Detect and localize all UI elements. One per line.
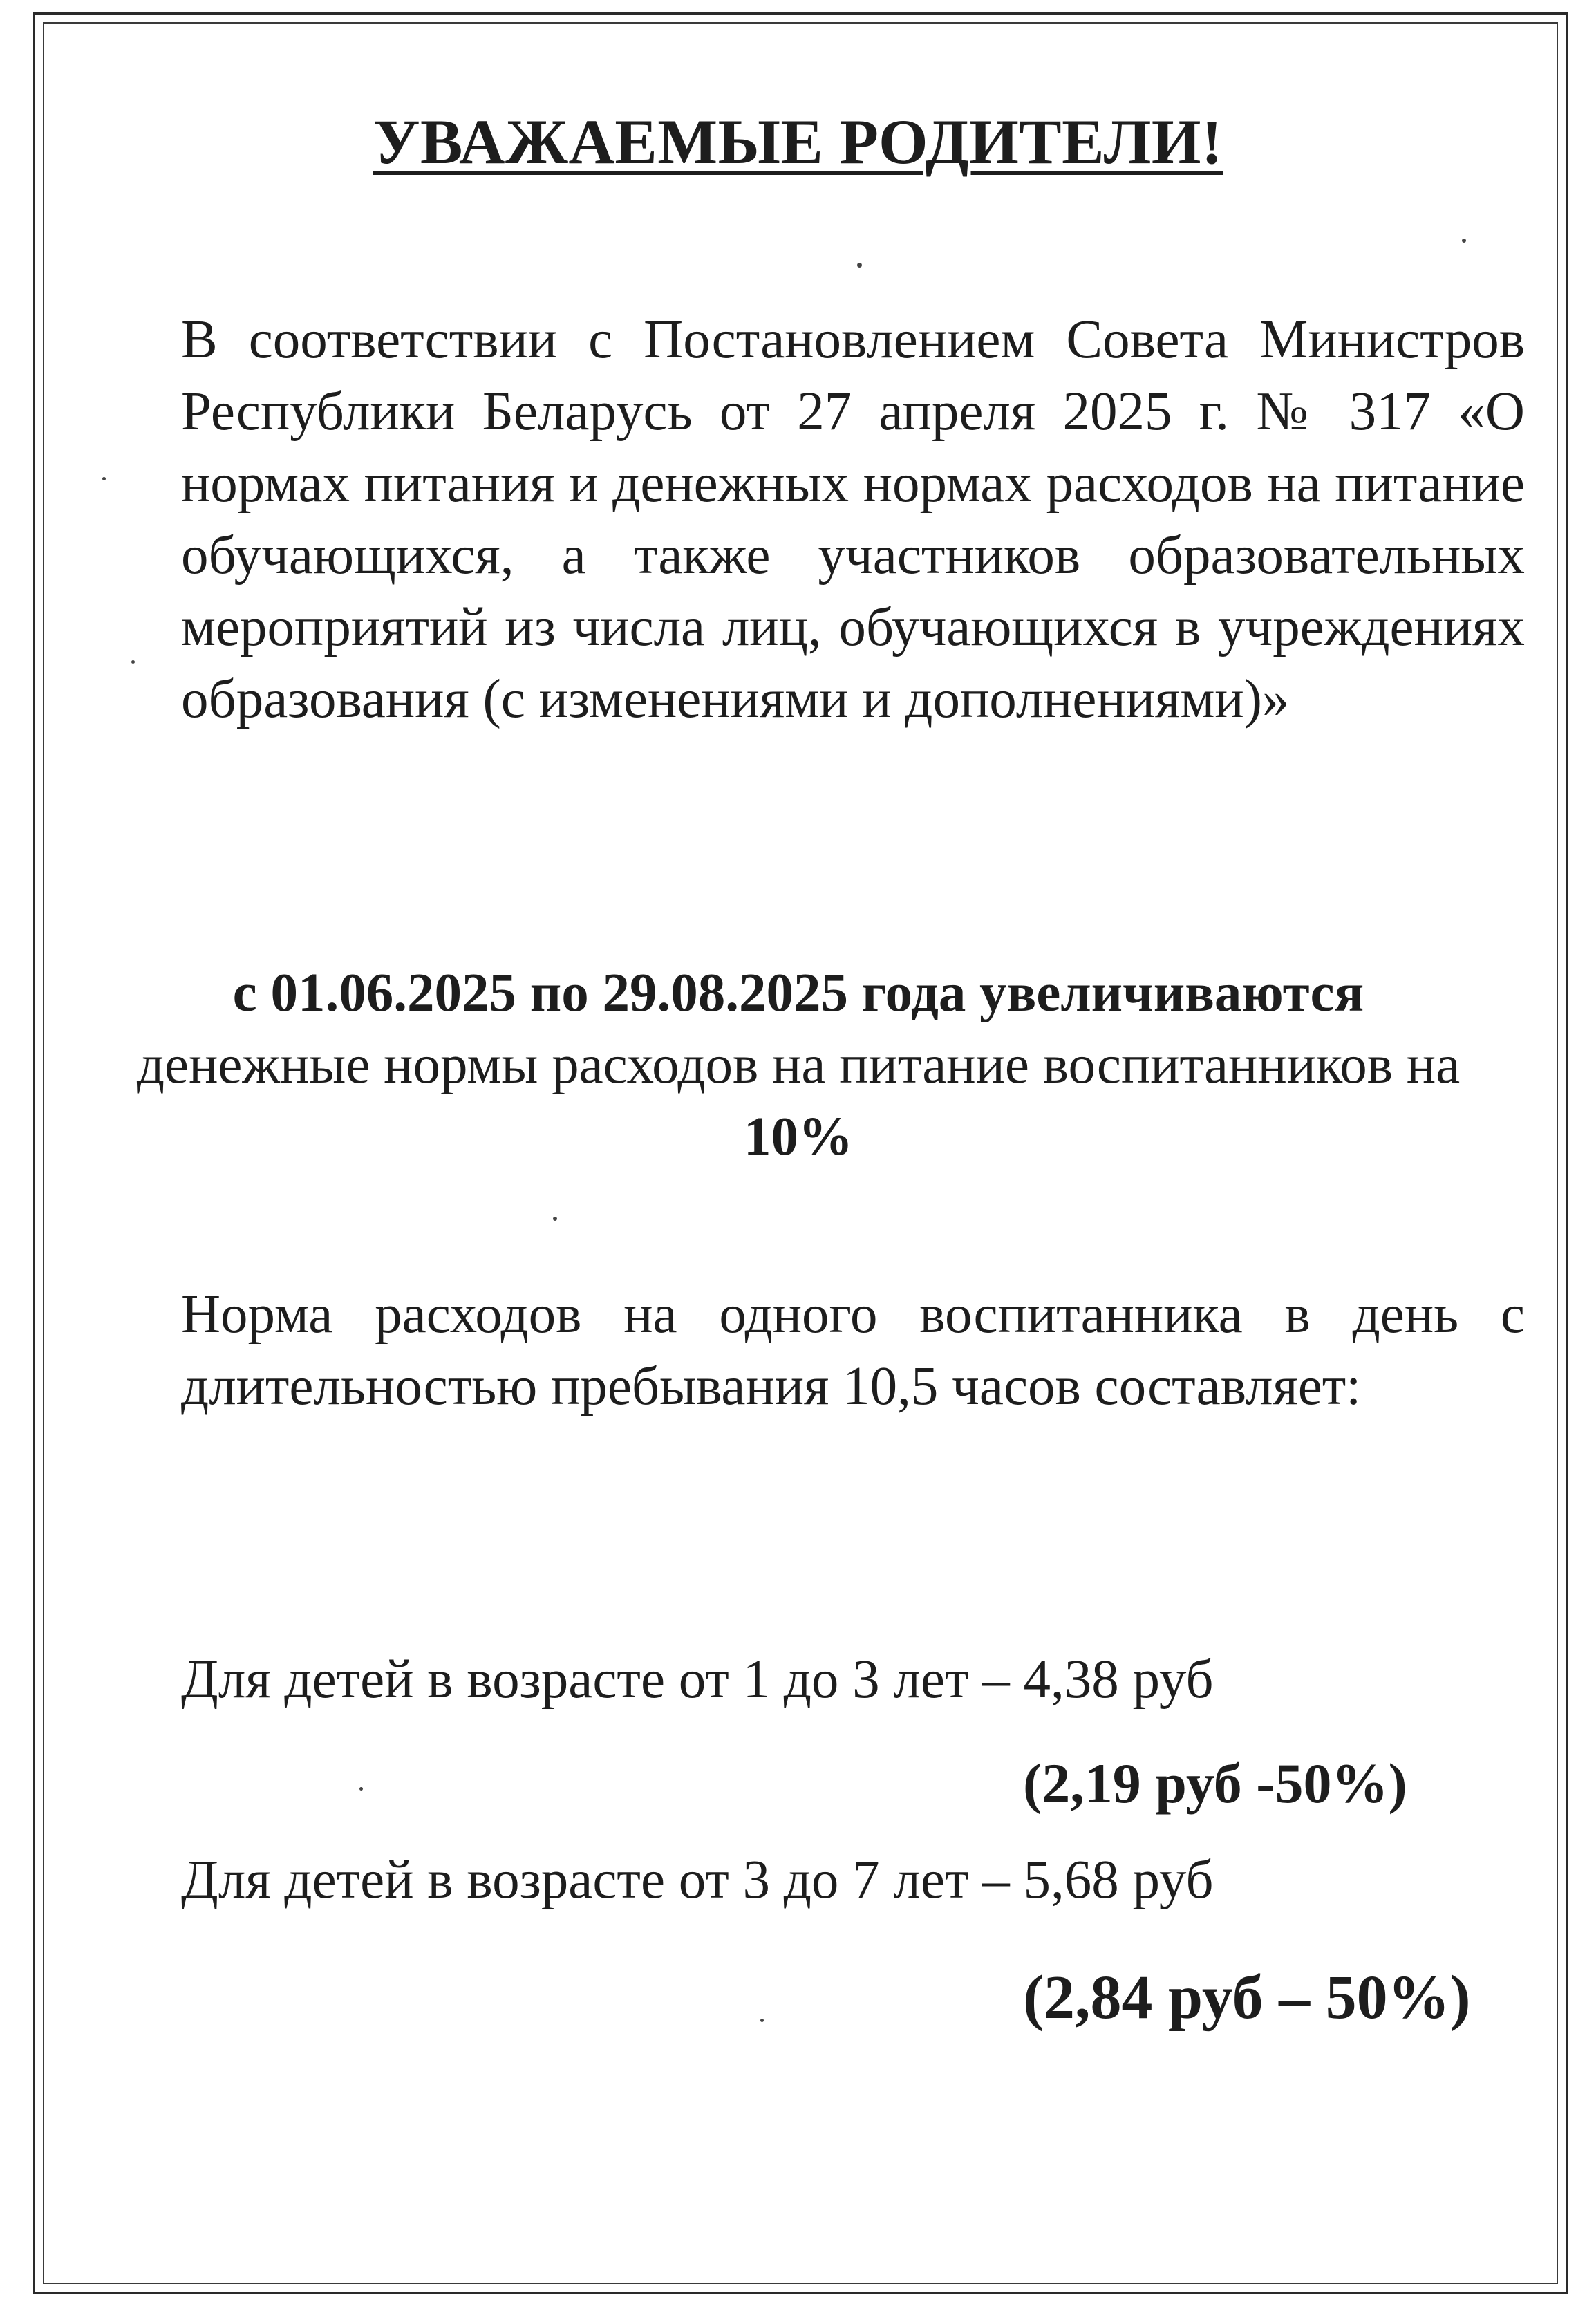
- notice-title: УВАЖАЕМЫЕ РОДИТЕЛИ!: [373, 106, 1223, 177]
- rate-discount-3-7: (2,84 руб – 50%): [1023, 1963, 1471, 2032]
- scan-speck: [857, 263, 862, 268]
- rate-age-1-3: Для детей в возрасте от 1 до 3 лет – 4,38 руб: [181, 1649, 1214, 1710]
- increase-announcement: [104, 957, 1493, 1173]
- norm-paragraph: Норма расходов на одного воспитанника в день с длительностью пребывания 10,5 часов составляет:: [181, 1284, 1525, 1417]
- rate-discount-1-3: (2,19 руб -50%): [1023, 1752, 1407, 1815]
- increase-percent: 10%: [744, 1107, 853, 1167]
- scan-speck: [553, 1217, 557, 1221]
- increase-text: денежные нормы расходов на питание воспитанников на: [136, 1035, 1461, 1095]
- intro-paragraph: В соответствии с Постановлением Совета Министров Республики Беларусь от 27 апреля 2025 г. № 317 «О нормах питания и денежных нормах расходов на питание обучающихся, а также участников образовательных мероприятий из числа лиц, обучающихся в учреждениях образования (с изменениями и дополнениями)»: [181, 310, 1525, 729]
- scan-speck: [760, 2019, 764, 2022]
- increase-period: с 01.06.2025 по 29.08.2025 года увеличиваются: [232, 963, 1364, 1023]
- scan-speck: [359, 1787, 363, 1791]
- scan-speck: [1462, 239, 1466, 243]
- scan-speck: [102, 477, 106, 480]
- rate-age-3-7: Для детей в возрасте от 3 до 7 лет – 5,68 руб: [181, 1850, 1214, 1910]
- scan-speck: [131, 660, 135, 664]
